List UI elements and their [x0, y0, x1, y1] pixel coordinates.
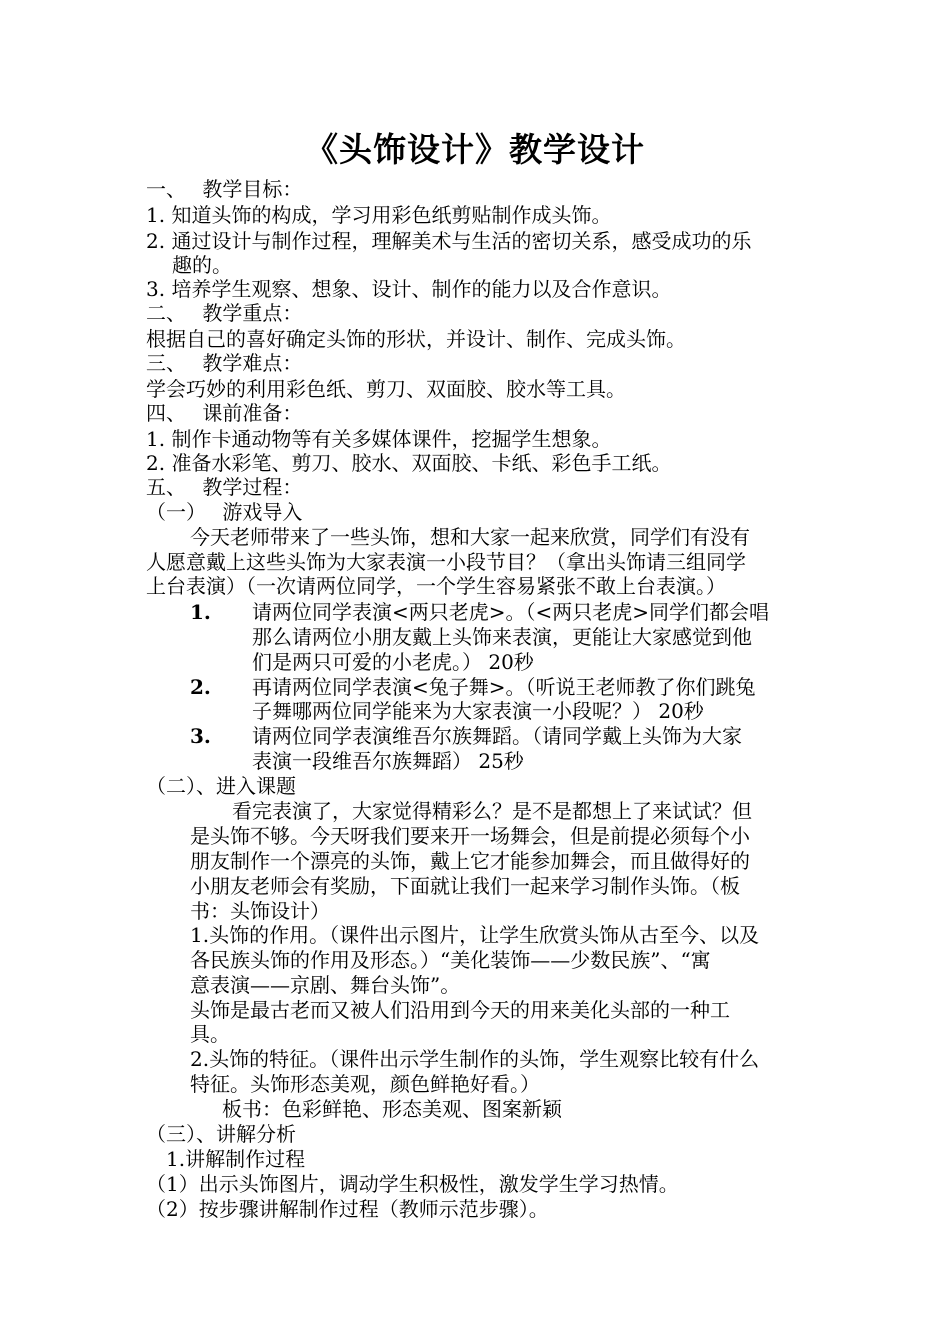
- paragraph: 学会巧妙的利用彩色纸、剪刀、双面胶、胶水等工具。: [146, 377, 626, 401]
- objective-item: 2. 通过设计与制作过程，理解美术与生活的密切关系，感受成功的乐: [146, 229, 752, 253]
- paragraph-line: 看完表演了，大家觉得精彩么？是不是都想上了来试试？但: [232, 799, 752, 823]
- objective-item: 3. 培养学生观察、想象、设计、制作的能力以及合作意识。: [146, 277, 672, 301]
- list-item-line: 再请两位同学表演<兔子舞>。（听说王老师教了你们跳兔: [252, 675, 756, 699]
- section-heading-objectives: 一、 教学目标：: [146, 177, 303, 201]
- paragraph-line: 小朋友老师会有奖励，下面就让我们一起来学习制作头饰。（板: [190, 874, 740, 898]
- paragraph-line: 具。: [190, 1022, 230, 1046]
- paragraph-line: 朋友制作一个漂亮的头饰，戴上它才能参加舞会，而且做得好的: [190, 849, 750, 873]
- section-heading-preparation: 四、 课前准备：: [146, 401, 303, 425]
- paragraph-line: 今天老师带来了一些头饰，想和大家一起来欣赏，同学们有没有: [190, 525, 750, 549]
- paragraph-line: 特征。头饰形态美观，颜色鲜艳好看。）: [190, 1072, 540, 1096]
- paragraph-line: （2）按步骤讲解制作过程（教师示范步骤）。: [146, 1197, 549, 1221]
- board-notes: 板书：色彩鲜艳、形态美观、图案新颖: [222, 1097, 562, 1121]
- list-number: 3.: [190, 724, 211, 748]
- paragraph-line: 各民族头饰的作用及形态。）“美化装饰——少数民族”、“寓: [190, 948, 711, 972]
- list-item-line: 子舞哪两位同学能来为大家表演一小段呢？） 20秒: [252, 699, 704, 723]
- paragraph-line: 1.讲解制作过程: [166, 1147, 306, 1171]
- section-heading-difficulties: 三、 教学难点：: [146, 351, 303, 375]
- paragraph: 根据自己的喜好确定头饰的形状，并设计、制作、完成头饰。: [146, 327, 686, 351]
- paragraph-line: 上台表演）（一次请两位同学，一个学生容易紧张不敢上台表演。）: [146, 574, 726, 598]
- paragraph-line: 2.头饰的特征。（课件出示学生制作的头饰，学生观察比较有什么: [190, 1047, 760, 1071]
- subsection-heading: （二）、进入课题: [146, 774, 296, 798]
- list-item-line: 表演一段维吾尔族舞蹈） 25秒: [252, 749, 524, 773]
- paragraph-line: 意表演——京剧、舞台头饰”。: [190, 973, 461, 997]
- list-item-line: 请两位同学表演<两只老虎>。（<两只老虎>同学们都会唱: [252, 600, 770, 624]
- section-heading-key-points: 二、 教学重点：: [146, 301, 303, 325]
- objective-item-continued: 趣的。: [172, 253, 232, 277]
- list-item-line: 们是两只可爱的小老虎。） 20秒: [252, 650, 534, 674]
- paragraph-line: 头饰是最古老而又被人们沿用到今天的用来美化头部的一种工: [190, 998, 730, 1022]
- list-item-line: 请两位同学表演维吾尔族舞蹈。（请同学戴上头饰为大家: [252, 724, 742, 748]
- preparation-item: 1. 制作卡通动物等有关多媒体课件，挖掘学生想象。: [146, 427, 612, 451]
- paragraph-line: 人愿意戴上这些头饰为大家表演一小段节目？（拿出头饰请三组同学: [146, 550, 746, 574]
- subsection-heading: （一） 游戏导入: [146, 500, 303, 524]
- paragraph-line: （1）出示头饰图片，调动学生积极性，激发学生学习热情。: [146, 1172, 679, 1196]
- paragraph-line: 是头饰不够。今天呀我们要来开一场舞会，但是前提必须每个小: [190, 824, 750, 848]
- document-title: 《头饰设计》教学设计: [305, 130, 645, 169]
- paragraph-line: 书：头饰设计）: [190, 899, 330, 923]
- preparation-item: 2. 准备水彩笔、剪刀、胶水、双面胶、卡纸、彩色手工纸。: [146, 451, 672, 475]
- objective-item: 1. 知道头饰的构成，学习用彩色纸剪贴制作成头饰。: [146, 203, 612, 227]
- list-number: 1.: [190, 600, 211, 624]
- list-number: 2.: [190, 675, 211, 699]
- subsection-heading: （三）、讲解分析: [146, 1122, 296, 1146]
- paragraph-line: 1.头饰的作用。（课件出示图片，让学生欣赏头饰从古至今、以及: [190, 923, 760, 947]
- section-heading-process: 五、 教学过程：: [146, 475, 303, 499]
- list-item-line: 那么请两位小朋友戴上头饰来表演，更能让大家感觉到他: [252, 625, 752, 649]
